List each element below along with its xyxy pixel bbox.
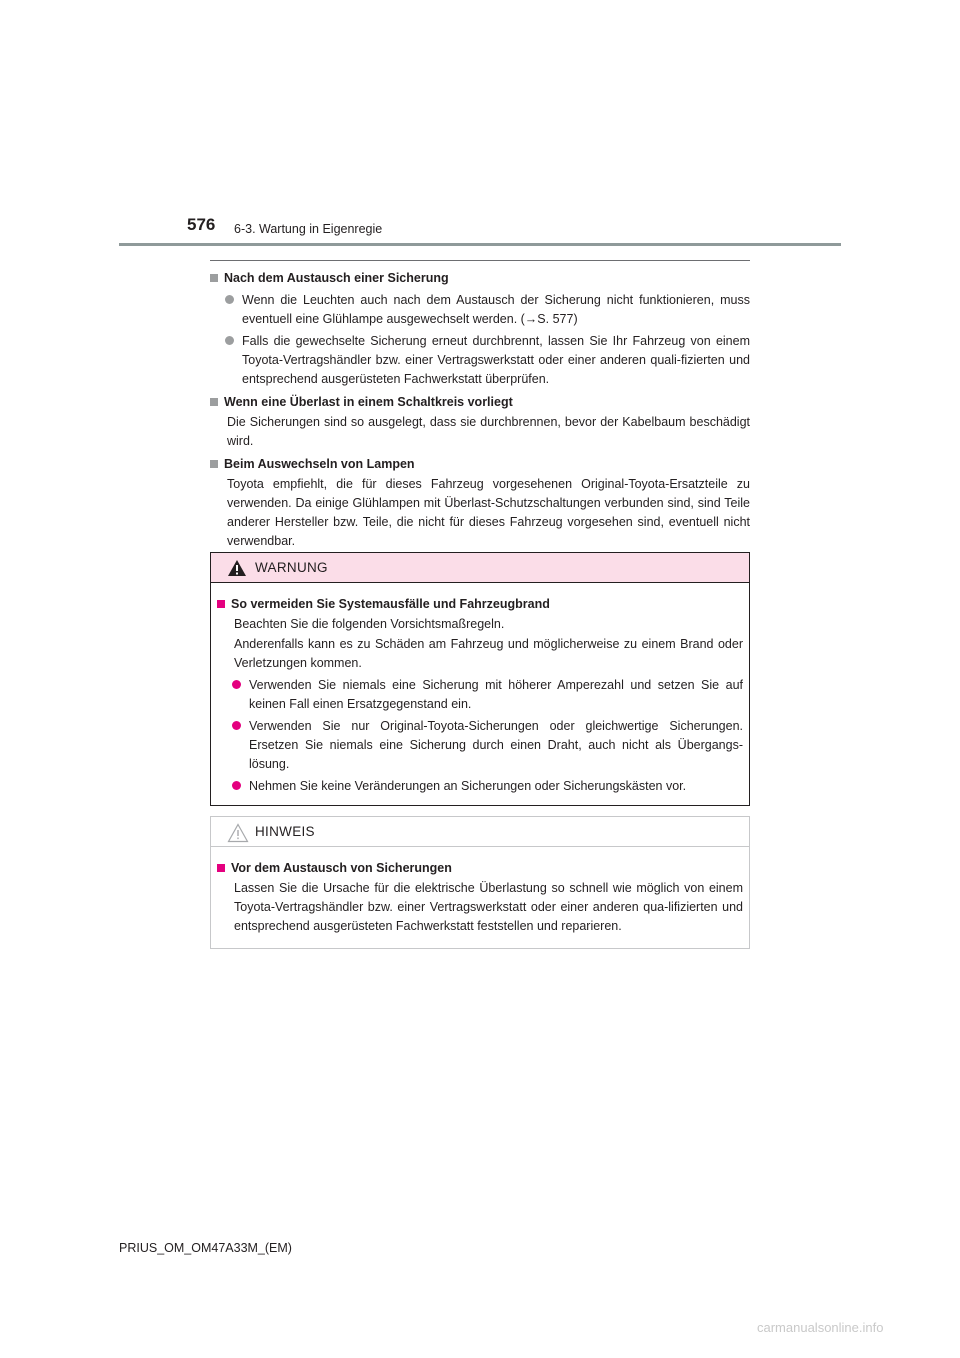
list-item: Falls die gewechselte Sicherung erneut durchbrennt, lassen Sie Ihr Fahrzeug von einem Toyota-Vertragshändler bzw. einer Vertragswerkstatt oder einer anderen quali-fizierten und entsprechend ausgerüsteten Fachwerkstatt überprüfen. xyxy=(210,332,750,389)
section-heading: Wenn eine Überlast in einem Schaltkreis vorliegt xyxy=(210,393,750,412)
note-heading: Vor dem Austausch von Sicherungen xyxy=(217,859,743,878)
main-content xyxy=(210,268,750,551)
document-code: PRIUS_OM_OM47A33M_(EM) xyxy=(119,1241,292,1255)
square-bullet-icon xyxy=(217,600,225,608)
section-paragraph: Toyota empfiehlt, die für dieses Fahrzeug vorgesehenen Original-Toyota-Ersatzteile zu verwenden. Da einige Glühlampen mit Überlast-Schutzschaltungen verbunden sind, sind Teile anderer Hersteller bzw. Teile, die nicht für dieses Fahrzeug vorgesehen sind, eventuell nicht verwendbar. xyxy=(227,477,750,548)
list-item: Wenn die Leuchten auch nach dem Austausch der Sicherung nicht funktionieren, muss eventuell eine Glühlampe ausgewechselt werden. (→S. 577) xyxy=(210,291,750,329)
caution-triangle-outline-icon xyxy=(227,823,249,843)
square-bullet-icon xyxy=(210,274,218,282)
section-title: 6-3. Wartung in Eigenregie xyxy=(234,222,383,236)
note-title: HINWEIS xyxy=(255,824,315,839)
warning-intro: Anderenfalls kann es zu Schäden am Fahrzeug und möglicherweise zu einem Brand oder Verletzungen kommen. xyxy=(234,637,743,670)
top-rule xyxy=(210,260,750,261)
round-bullet-icon xyxy=(225,336,234,345)
round-bullet-icon xyxy=(232,781,241,790)
list-item: Verwenden Sie nur Original-Toyota-Sicherungen oder gleichwertige Sicherungen. Ersetzen Sie niemals eine Sicherung durch einen Draht, auch nicht als Übergangs-lösung. xyxy=(217,717,743,774)
list-item: Nehmen Sie keine Veränderungen an Sicherungen oder Sicherungskästen vor. xyxy=(217,777,743,796)
list-item: Verwenden Sie niemals eine Sicherung mit höherer Amperezahl und setzen Sie auf keinen Fall einen Ersatzgegenstand ein. xyxy=(217,676,743,714)
warning-box xyxy=(210,552,750,806)
square-bullet-icon xyxy=(210,398,218,406)
note-paragraph: Lassen Sie die Ursache für die elektrische Überlastung so schnell wie möglich von einem Toyota-Vertragshändler bzw. einer Vertragswerkstatt oder einer anderen qua-lifizierten und entsprechend ausgerüsteten Fachwerkstatt feststellen und reparieren. xyxy=(234,881,743,933)
watermark: carmanualsonline.info xyxy=(757,1320,884,1335)
header-rule xyxy=(119,243,841,246)
section-heading: Beim Auswechseln von Lampen xyxy=(210,455,750,474)
square-bullet-icon xyxy=(217,864,225,872)
note-box xyxy=(210,816,750,949)
square-bullet-icon xyxy=(210,460,218,468)
warning-title: WARNUNG xyxy=(255,560,328,575)
round-bullet-icon xyxy=(225,295,234,304)
warning-triangle-icon xyxy=(227,559,247,577)
warning-header xyxy=(211,553,749,583)
note-header xyxy=(211,817,749,847)
section-paragraph: Die Sicherungen sind so ausgelegt, dass sie durchbrennen, bevor der Kabelbaum beschädigt wird. xyxy=(227,415,750,448)
round-bullet-icon xyxy=(232,721,241,730)
round-bullet-icon xyxy=(232,680,241,689)
page-number: 576 xyxy=(187,215,216,234)
section-heading: Nach dem Austausch einer Sicherung xyxy=(210,269,750,288)
warning-heading: So vermeiden Sie Systemausfälle und Fahrzeugbrand xyxy=(217,595,743,614)
warning-intro: Beachten Sie die folgenden Vorsichtsmaßregeln. xyxy=(234,617,505,631)
